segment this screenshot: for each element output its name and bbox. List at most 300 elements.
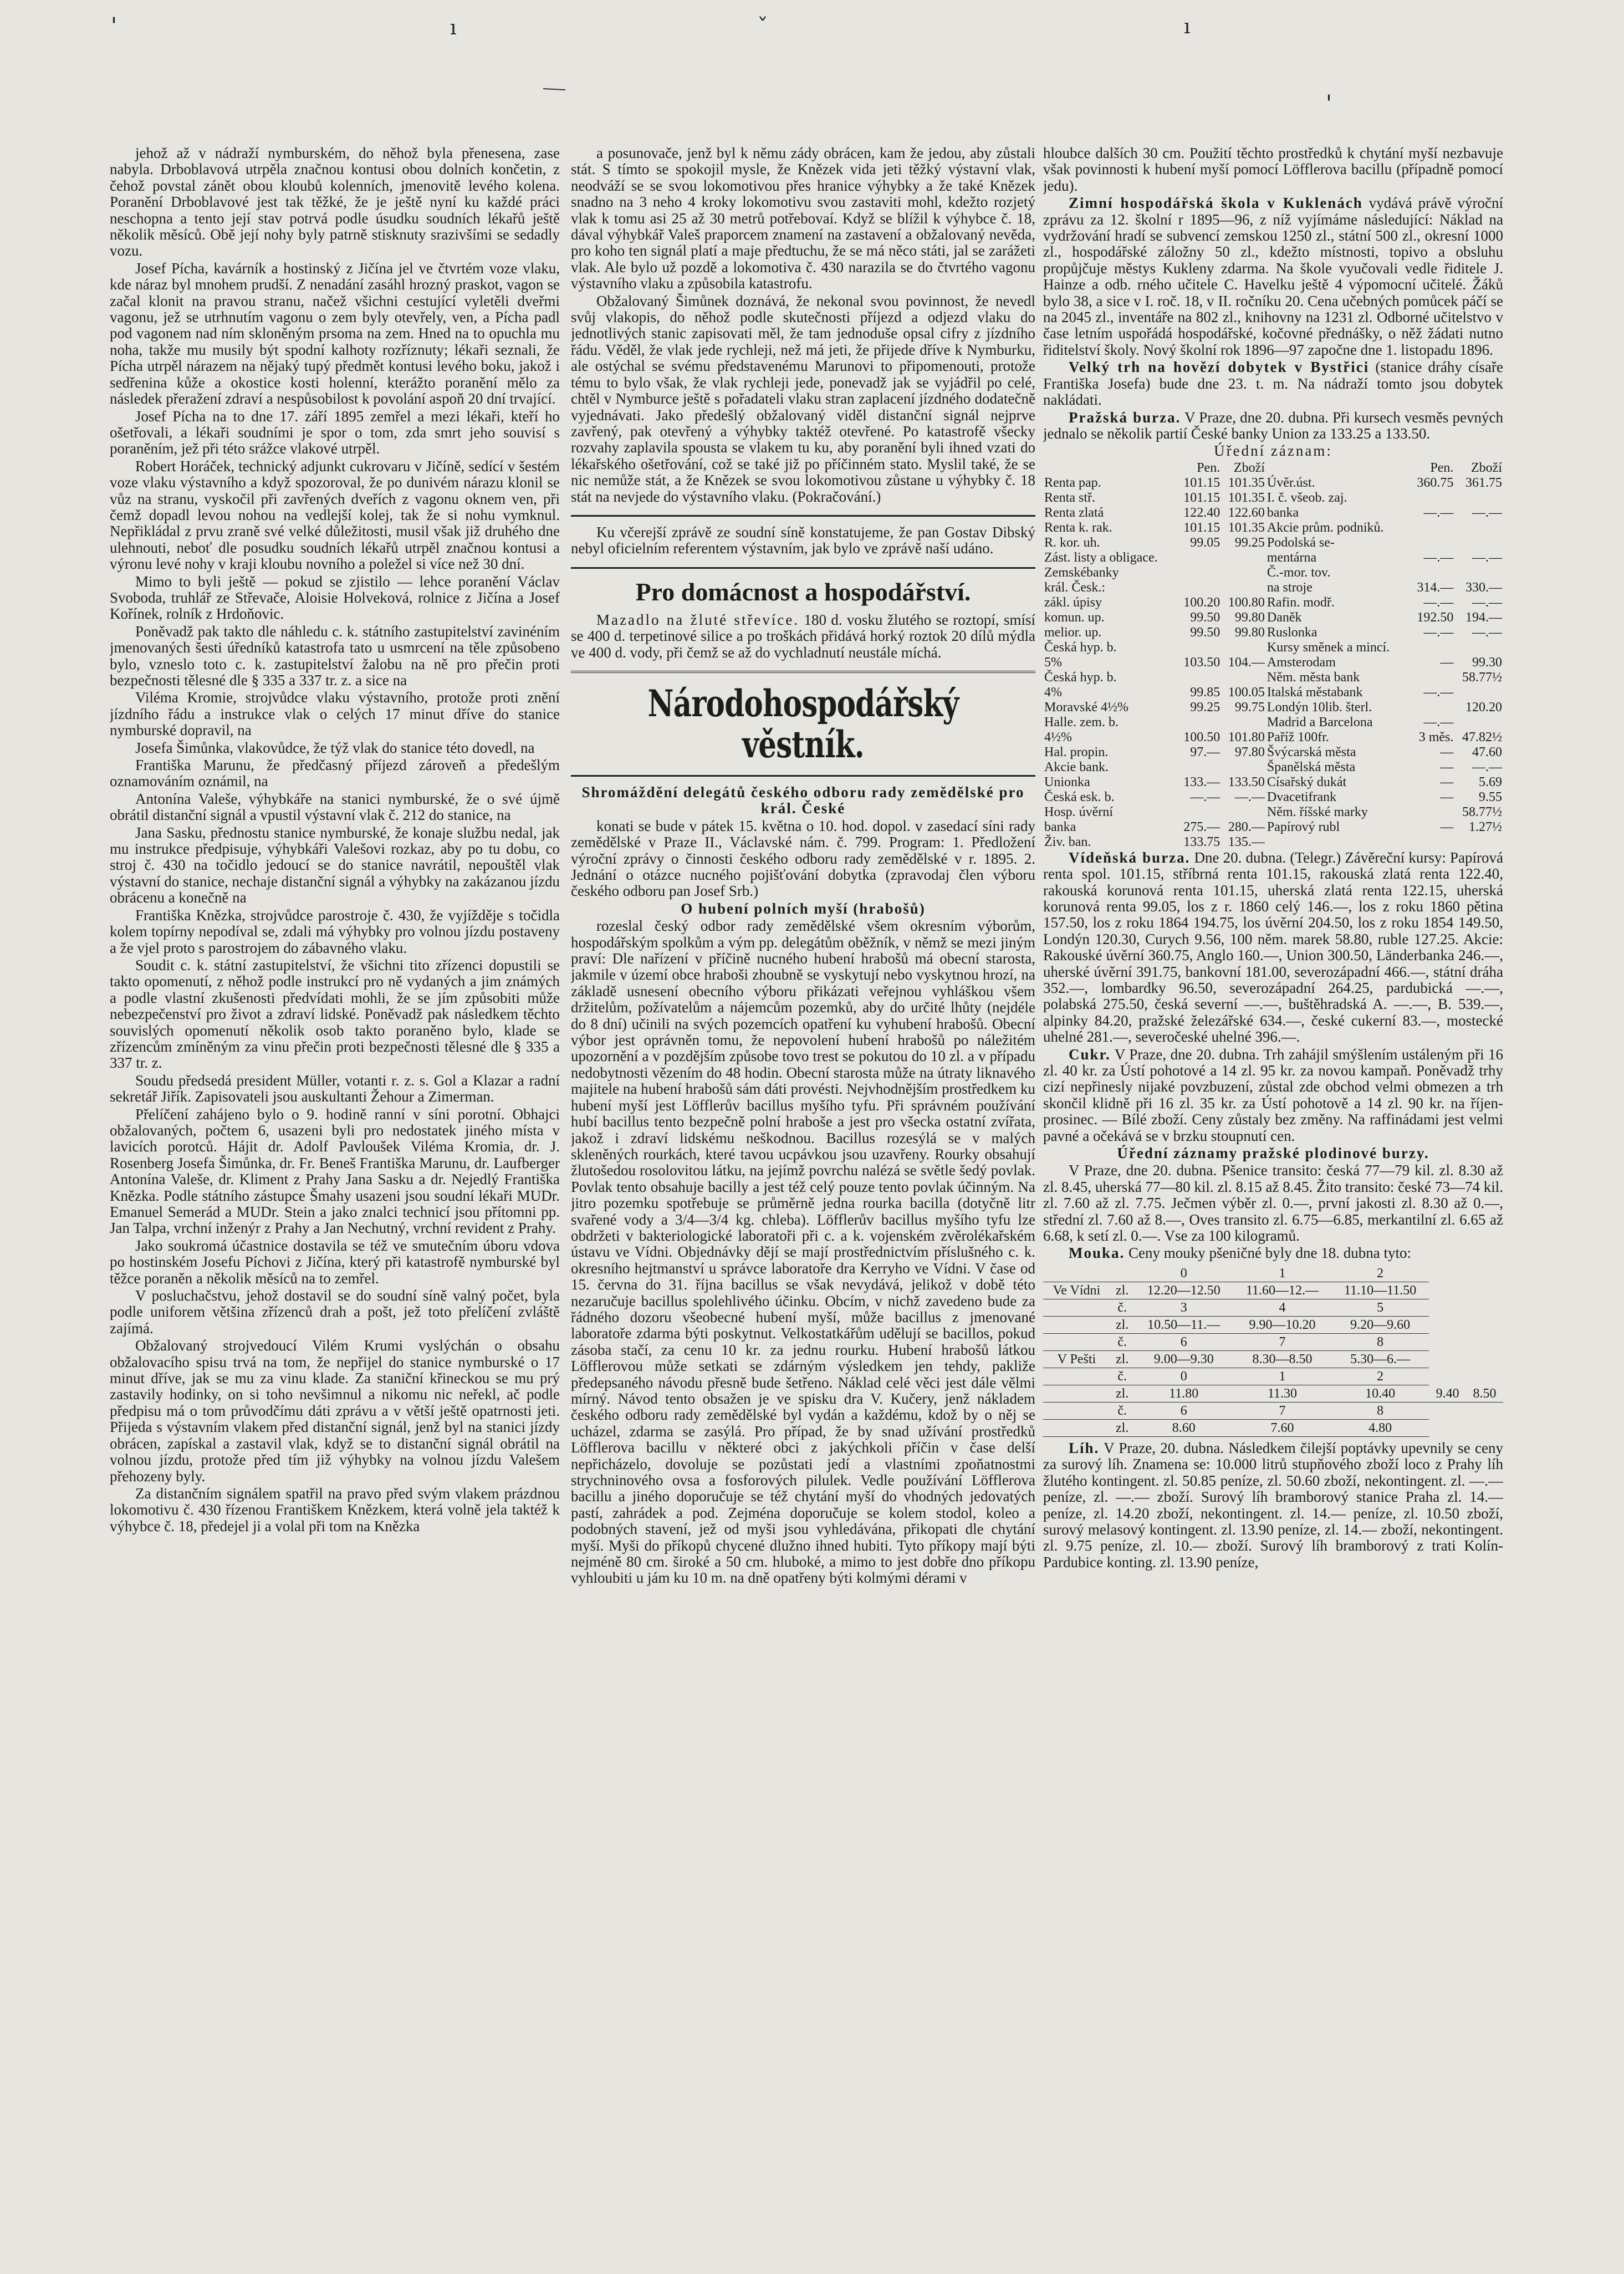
rates-cell: 361.75 (1465, 475, 1502, 490)
flour-cell (1043, 1402, 1110, 1419)
col3-intro: hloubce dalších 30 cm. Použití těchto prostředků k chytání myší nezbavuje však povinnosti k hubení myší pomocí Löfflerova bacillu (případně pomocí jedu). (1043, 145, 1503, 194)
rates-cell: Renta zlatá (1044, 505, 1104, 520)
rates-cell: král. Česk.: (1044, 580, 1105, 595)
paragraph: Viléma Kromie, strojvůdce vlaku výstavního, protože proti znění jízdního řádu a instrukce vlak o celých 17 minut dříve do stanice nymburské dopravil, na (110, 689, 560, 739)
flour-table (1043, 1265, 1503, 1437)
rates-cell: — (1440, 655, 1454, 670)
rates-cell: 5% (1044, 655, 1062, 670)
rates-cell: komun. up. (1044, 610, 1105, 625)
column-1 (110, 145, 560, 2241)
rates-cell: Česká esk. b. (1044, 789, 1115, 804)
paragraph: Josefa Šimůnka, vlakovůdce, že týž vlak do stanice této dovedl, na (135, 739, 535, 756)
rates-cell: 4% (1044, 685, 1062, 700)
flour-row (1043, 1368, 1503, 1385)
paragraph: Obžalovaný Šimůnek doznává, že nekonal svou povinnost, že nevedl svůj vlakopis, do něhož podle skutečnosti příjezd a odjezd vlaku do jednotlivých stanic zapisovati měl, že tam jednoduše opsal cifry z jízdního řádu. Věděl, že vlak jede rychleji, než má jeti, že přijede dříve k Nymburku, ale ostýchal se svému představenému Marunovi to připomenouti, protože tému to bylo však, že vlak rychleji jede, ponevadž jak se vyjádřil po celé, chtěl v Nymburce ještě s pořadateli vlaku stran zaplacení jízdného dodatečně vyjednávati. Jako předešlý obžalovaný viděl distanční signál nejprve zavřený, pak otevřený a výhybky taktéž otevřené. Po katastrofě všecky rozvahy zaplavila spousta se vlakem tu ku, aby poranění byli ihned vzati do lékařského ošetřování, což se také již po příčinném stato. Myslil také, že se nic nemůže stát, a že Knězek se svou lokomotivou zůstane u výhybky č. 18 stát na nevjede do výstavního vlaku. (Pokračování.) (571, 292, 1035, 505)
rates-cell: Švýcarská města (1266, 745, 1356, 759)
flour-cell: 7.60 (1233, 1419, 1331, 1436)
rates-cell: Hosp. úvěrní (1044, 804, 1113, 819)
rates-cell: mentárna (1266, 550, 1317, 565)
rates-cell: Daněk (1266, 610, 1302, 625)
flour-cell: 5 (1331, 1299, 1429, 1316)
rates-row (1043, 730, 1503, 745)
rates-cell: 101.15 (1183, 490, 1220, 505)
flour-cell (1043, 1385, 1110, 1402)
meeting-title: Shromáždění delegátů českého odboru rady zemědělské pro král. České (581, 783, 1025, 817)
notice-paragraph: Ku včerejší zprávě ze soudní síně konstatujeme, že pan Gostav Dibský nebyl oficielním referentem výstavním, jak bylo ve zprávě naší udáno. (571, 523, 1035, 557)
rates-cell (1454, 835, 1503, 850)
rates-header-cell: Zboží (1233, 460, 1265, 475)
rates-row (1043, 595, 1503, 610)
rates-cell: 133.75 (1183, 834, 1220, 849)
rates-row (1043, 715, 1503, 730)
divider-4 (571, 775, 1035, 777)
rates-cell: banka (1044, 819, 1076, 834)
flour-cell: 11.60—12.— (1233, 1282, 1331, 1299)
rates-cell (1221, 670, 1266, 685)
rates-cell: 99.80 (1234, 625, 1265, 640)
stray-mark (543, 89, 565, 90)
flour-cell: 10.50—11.— (1135, 1316, 1233, 1333)
rates-cell: Unionka (1044, 774, 1090, 789)
flour-header-cell: 0 (1135, 1265, 1233, 1282)
rates-row (1043, 491, 1503, 506)
fair-title: Velký trh na hovězí dobytek v Bystřici (1069, 359, 1370, 376)
rates-cell: — (1440, 789, 1454, 804)
rates-row (1043, 506, 1503, 521)
exchange-text: V Praze, dne 20. dubna. Při kursech vesměs pevných jednalo se několik partií České banky Union za 133.25 a 133.50. (1043, 409, 1503, 442)
rates-row (1043, 640, 1503, 655)
rates-cell: Moravské 4½% (1044, 700, 1128, 715)
rates-cell (1410, 491, 1455, 506)
rates-cell: Hal. propin. (1044, 745, 1109, 759)
flour-cell: 7 (1233, 1333, 1331, 1350)
rates-cell: —.— (1472, 550, 1502, 565)
rates-cell: na stroje (1266, 580, 1313, 595)
rates-cell (1454, 565, 1503, 580)
recipe-paragraph (571, 612, 1035, 661)
flour-cell: 11.30 (1233, 1385, 1331, 1402)
flour-cell: zl. (1110, 1419, 1135, 1436)
rates-cell: 101.35 (1228, 475, 1265, 490)
flour-cell: Ve Vídni (1043, 1282, 1110, 1299)
official-record-title: Úřední záznam: (1214, 442, 1332, 460)
rates-table (1043, 461, 1503, 850)
rates-cell: 122.60 (1228, 505, 1265, 520)
paragraph: jehož až v nádraží nymburském, do něhož byla přenesena, zase nabyla. Drboblavová utrpěla značnou kontusi obou dolních končetin, z čehož povstal zánět obou kloubů kolenních, jmenovitě levého kolena. Poranění Drboblavové jest tak těžké, že je ještě nyní ku každé práci neschopna a tento její stav potrvá podle úsudku soudních lékařů ještě několik měsíců. Obě její nohy byly patrně stisknuty srazivšími se sedadly vozu. (110, 145, 560, 259)
column-2 (571, 145, 1035, 2241)
rates-cell: —.— (1423, 625, 1454, 640)
rates-cell: zákl. úpisy (1044, 595, 1102, 610)
rates-cell: Renta stř. (1044, 490, 1095, 505)
rates-row (1043, 760, 1503, 775)
flour-cell: 2 (1331, 1368, 1429, 1385)
paragraph: rozeslal český odbor rady zemědělské všem okresním výborům, hospodářským spolkům a vým pp. delegátům oběžník, v němž se mezi jiným praví: Dle nařízení v příčině nucného hubení hrabošů má obecní starosta, jakmile v území obce hraboši zhoubně se vyskytují nebo vyskytnou hrozí, na základě usnesení obecního výboru přikázati veřejnou vyhláškou všem držitelům, požívatelům a nájemcům pozemků, aby do určité lhůty (nejdéle do 8 dní) učinili na svých pozemcích opatření ku vyhubení hrabošů. Obecní výbor jest oprávněn tomu, že nepovolení hubení hrabošů po náležitém upozornění a v pozdějším způsobe tovo trest se pokutou do 10 zl. a v případu nedobytnosti vězením do 48 hodin. Obecní starosta může na útraty liknavého majitele na hubení hrabošů sám dáti provésti. Nejvhodnějším prostředkem ku hubení myší jest Löfflerův bacillus myšího tyfu. Při správném používání hubí bacillus tento bezpečně polní hraboše a jest pro všecka ostatní zvířata, jakož i zdraví lidskému neškodnou. Bacillus rozesýlá se v malých skleněných rourkách, které tavou ucpávkou jsou uzavřeny. Rourky obsahují žlutošedou rosolovitou látku, na jejímž povrchu nalézá se světle šedý povlak. Povlak tento obsahuje bacilly a jest též celý pouze tento povlak účinným. Na jitro pozemku spotřebuje se průměrně jedna rourka bacilla (dotyčně litr svařené vody a 3/4—3/4 kg. chleba). Löfflerův bacillus myšího tyfu lze obdržeti v bakteriologické laboratoři při c. a k. vojenském zvěrolékařském ústavu ve Vídni. Objednávky dějí se mají prostřednictvím příslušného c. k. okresního hejtmanství u správce laboratoře dra Kerryho ve Vídni. V čase od 15. června do 31. října bacillus se však nevydává, jelikož v době této nezaručuje bacillus spolehlivého účinku. Obcím, v nichž zavedeno bude za řádného dozoru všeobecné hubení myší, může bacillus z jmenované laboratoře zdarma býti poskytnut. Velkostatkářům udělují se bacillos, pokud zásoba stačí, za cenu 10 kr. za jednu rourku. Hubení hrabošů látkou Löfflerovou může setkati se zdárným výsledkem jen tehdy, pakliže předepsaného návodu přesně bude šetřeno. Náklad celé věci jest dále vělmi mírný. Návod tento obsažen je ve spisku dra V. Kučery, jenž nákladem českého odboru rady zemědělské byl vydán a každému, kdož by o něj se ucházel, zdarma se zasýlá. Pro případ, že by snad užívání prostředků Löfflerova bacillu v některé obci z jakýchkoli příčin v čase delší nepřicházelo, dovoluje se pozůstati jedí a vlastními zpoňatnostmi strychninového ovsa a fosforových pilulek. Vedle používání Löfflerova bacillu a jiného doporučuje se též chytání myší do vhodných jedovatých pastí, zahrádek a pod. Zejména doporučuje se kolem stodol, koleo a podobných stavení, jež od myši jsou vyhledávána, přikopati dle chytání myší. Myši do příkopů chycené dlužno ihned hubiti. Tyto příkopy mají býti nejméně 80 cm. široké a 50 cm. hluboké, a mimo to jest dobře dno příkopu vyhloubiti u jám ku 10 m. na dně opatřeny býti kolmými dérami v (571, 917, 1035, 1587)
rates-cell: — (1440, 759, 1454, 774)
sugar-article (1043, 1047, 1503, 1144)
rates-cell: melior. up. (1044, 625, 1102, 640)
fair-article (1043, 359, 1503, 408)
rates-cell: 97.80 (1234, 745, 1265, 759)
rates-cell (1177, 805, 1222, 820)
rates-cell: 99.50 (1190, 625, 1220, 640)
rates-cell: 99.75 (1234, 700, 1265, 715)
flour-title: Mouka. (1069, 1245, 1125, 1262)
paragraph: Františka Marunu, že předčasný příjezd zároveň a předešlým oznamováním oznámil, na (110, 757, 560, 790)
rates-cell: Č.-mor. tov. (1266, 565, 1331, 580)
divider-2 (571, 567, 1035, 569)
flour-cell: č. (1110, 1299, 1135, 1316)
flour-row (1043, 1350, 1503, 1368)
rates-cell (1410, 536, 1455, 550)
rates-cell: Renta k. rak. (1044, 520, 1112, 535)
meeting-text: konati se bude v pátek 15. května o 10. hod. dopol. v zasedací síni rady zemědělské v Praze II., Václavské nám. č. 799. Program: 1. Předložení výroční zprávy o činnosti českého odboru rady zemědělské v r. 1895. 2. Jednání o otázce nucného pojišťování dobytka (zpravodaj člen výboru českého odboru pan Josef Srb.) (571, 817, 1035, 900)
flour-header-cell (1110, 1265, 1135, 1282)
rates-cell: Zemskébanky (1044, 565, 1119, 580)
rates-cell (1177, 640, 1222, 655)
sugar-text: V Praze, dne 20. dubna. Trh zahájil smýšlením ustáleným při 16 zl. 40 kr. za Ústí pohotové a 14 zl. 95 kr. za novou kampaň. Poněvadž trhy cizí nepřinesly nijaké povzbuzení, zůstal zde obchod velmi obmezen a trh skončil klidně při 16 zl. 35 kr. za Ústí pohotově a 14 zl. 90 kr. na říjen-prosinec. — Bílé zboží. Ceny zůstaly bez změny. Na raffinádami jest velmi pavné a očekává se v brzku stoupnutí cen. (1043, 1046, 1503, 1144)
rates-cell: Zást. listy a obligace. (1044, 550, 1158, 565)
rates-body (1043, 476, 1503, 850)
rates-cell: Amsterodam (1266, 655, 1336, 670)
rates-row (1043, 521, 1503, 536)
mice-title: O hubení polních myší (hrabošů) (681, 900, 926, 917)
flour-header-cell (1043, 1265, 1110, 1282)
rates-cell (1454, 685, 1503, 700)
flour-cell: 4 (1233, 1299, 1331, 1316)
rates-row (1043, 745, 1503, 760)
rates-cell (1177, 565, 1222, 580)
rates-cell: —.— (1423, 595, 1454, 610)
grain-text: V Praze, dne 20. dubna. Pšenice transito: česká 77—79 kil. zl. 8.30 až zl. 8.45, uherská 77—80 kil. zl. 8.15 až 8.45. Žito transito: české 73—74 kil. zl. 7.60 až zl. 7.75. Ječmen výběr zl. 0.—, první jakosti zl. 8.30 až 0.—, střední zl. 7.60 až 8.—, Oves transito zl. 6.75—6.85, merkantilní zl. 6.65 až 6.68, k setí zl. 0.—. Vse za 100 kilogramů. (1043, 1162, 1503, 1245)
rates-row (1043, 685, 1503, 700)
rates-cell (1454, 715, 1503, 730)
flour-cell: 11.10—11.50 (1331, 1282, 1429, 1299)
paragraph: Robert Horáček, technický adjunkt cukrovaru v Jičíně, sedící v šestém voze vlaku výstavního a když spozoroval, že po dunivém nárazu klonil se vůz na stranu, vyskočil při zavřených dveřích z vagonu oknem ven, při čemž dopadl levou nohou na vedlejší kolej, tak že si nohu vymknul. Nepřikládal z prvu zraně své velké důležitosti, musil však již druhého dne ulehnouti, neboť dle posudku soudních lékařů utrpěl značnou kontusi a výronu levé nohy v kraji kloubu novního a poležel si více než 30 dní. (110, 457, 560, 573)
flour-cell: 10.40 (1331, 1385, 1429, 1402)
rates-row (1043, 610, 1503, 625)
rates-cell: — (1440, 819, 1454, 834)
rates-cell: —.— (1472, 759, 1502, 774)
rates-cell: 135.— (1228, 834, 1265, 849)
flour-text: Ceny mouky pšeničné byly dne 18. dubna tyto: (1128, 1245, 1411, 1262)
flour-header-row (1043, 1265, 1503, 1282)
rates-header-cell: Pen. (1430, 460, 1454, 475)
rates-cell: 360.75 (1417, 475, 1454, 490)
paragraph: Jana Sasku, přednostu stanice nymburské, že konaje službu nedal, jak mu instrukce předpisuje, výhybkáři Valešovi rozkaz, aby po tu dobu, co stroj č. 430 na točidlo jedoucí se do stanice navrátil, nepouštěl vlak výstavní do stanice, nechaje distanční signál a výhybky na zakázanou jízdu obrácenu a konečně na (110, 824, 560, 906)
rates-cell: 133.— (1183, 774, 1220, 789)
flour-cell: zl. (1110, 1385, 1135, 1402)
flour-cell: zl. (1110, 1316, 1135, 1333)
flour-cell: 8.60 (1135, 1419, 1233, 1436)
rates-cell (1221, 760, 1266, 775)
rates-cell: Renta pap. (1044, 475, 1101, 490)
flour-article (1043, 1245, 1503, 1261)
flour-cell: č. (1110, 1402, 1135, 1419)
rates-cell (1454, 521, 1503, 536)
mark-2: ı (450, 17, 457, 39)
flour-row (1043, 1419, 1503, 1436)
rates-cell: Úvěr.úst. (1266, 475, 1315, 490)
rates-cell: 101.15 (1183, 475, 1220, 490)
rates-cell: Papírový rubl (1266, 819, 1340, 834)
flour-row (1043, 1282, 1503, 1299)
rates-cell: Akcie prům. podniků. (1266, 520, 1384, 535)
divider-1 (571, 515, 1035, 517)
flour-cell (1043, 1419, 1110, 1436)
flour-cell: 8.50 (1466, 1385, 1503, 1402)
vienna-article (1043, 850, 1503, 1046)
rates-cell (1221, 565, 1266, 580)
flour-cell: č. (1110, 1333, 1135, 1350)
paragraph: Františka Knězka, strojvůdce parostroje č. 430, že vyjížděje s točidla kolem topírny nepodíval se, zdali má výhybky pro volnou jízdu postaveny a že vjel proto s parostrojem do zábavného vlaku. (110, 906, 560, 956)
rates-row (1043, 835, 1503, 850)
rates-cell: 100.20 (1183, 595, 1220, 610)
school-text: vydává právě výroční zprávu za 12. školní r 1895—96, z níž vyjímáme následující: Náklad na vydržování hradí se subvencí zemskou 1250 zl., státní 500 zl., okresní 1000 zl., hospodářské záložny 50 zl., kdežto místnosti, topivo a obsluhu propůjčuje městys Kukleny zdarma. Na škole vyučovali vedle řiditele J. Hainze a odb. rného učitele C. Havelku ještě 4 výpomocní učitelé. Žáků bylo 38, a sice v I. roč. 18, v II. ročníku 20. Cena učebných pomůcek páčí se na 2045 zl., inventáře na 802 zl., knihovny na 1231 zl. Odborné učitelstvo v čase letním uspořádá hospodářské, kočovné přednášky, o něž žádati nutno řiditelství školy. Nový školní rok 1896—97 započne dne 1. listopadu 1896. (1043, 195, 1503, 358)
rates-cell: Paříž 100fr. (1266, 730, 1329, 745)
rates-cell: Londýn 10lib. šterl. (1266, 700, 1372, 715)
flour-row (1043, 1385, 1503, 1402)
rates-cell: —.— (1423, 715, 1454, 730)
rates-cell: —.— (1472, 625, 1502, 640)
flour-cell: 9.20—9.60 (1331, 1316, 1429, 1333)
paragraph: V posluchačstvu, jehož dostavil se do soudní síně valný počet, byla podle uniforem většina zřízenců drah a pošt, jež toto přelíčení zvláště zajímá. (110, 1287, 560, 1337)
rates-cell (1177, 580, 1222, 595)
flour-row (1043, 1316, 1503, 1333)
rates-cell: 100.05 (1228, 685, 1265, 700)
rates-cell: 103.50 (1183, 655, 1220, 670)
rates-cell (1177, 550, 1222, 565)
rates-header-row (1043, 461, 1503, 476)
rates-cell: 99.25 (1234, 535, 1265, 550)
rates-cell (1410, 521, 1455, 536)
rates-row (1043, 655, 1503, 670)
fair-text: (stanice dráhy císaře Františka Josefa) bude dne 23. t. m. Na nádraží tomto jsou dobytek nakládati. (1043, 359, 1503, 409)
rates-cell: 99.80 (1234, 610, 1265, 625)
rates-cell: banka (1266, 505, 1299, 520)
rates-cell: Kursy směnek a mincí. (1266, 640, 1390, 655)
rates-cell (1221, 640, 1266, 655)
column-3 (1043, 145, 1503, 2241)
rates-cell (1221, 715, 1266, 730)
flour-row (1043, 1333, 1503, 1350)
rates-cell: 4½% (1044, 730, 1072, 745)
flour-cell: 11.80 (1135, 1385, 1233, 1402)
divider-3 (571, 671, 1035, 673)
flour-cell: 4.80 (1331, 1419, 1429, 1436)
rates-cell: 9.55 (1479, 789, 1502, 804)
rates-cell (1221, 580, 1266, 595)
rates-cell: 101.35 (1228, 520, 1265, 535)
rates-cell: Italská městabank (1266, 685, 1363, 700)
rates-cell: 99.25 (1190, 700, 1220, 715)
flour-cell: 8 (1331, 1402, 1429, 1419)
flour-cell: 9.00—9.30 (1135, 1350, 1233, 1368)
rates-row (1043, 580, 1503, 595)
rates-cell: —.— (1472, 505, 1502, 520)
rates-cell: Česká hyp. b. (1044, 640, 1117, 655)
rates-cell: 194.— (1465, 610, 1502, 625)
paragraph: Za distančním signálem spatřil na pravo před svým vlakem prázdnou lokomotivu č. 430 řízenou Františkem Knězkem, která volně jela taktéž k výhybce č. 18, předejel ji a volal při tom na Knězka (110, 1485, 560, 1534)
flour-cell: 8 (1331, 1333, 1429, 1350)
flour-cell: 6 (1135, 1402, 1233, 1419)
rates-cell: 314.— (1417, 580, 1454, 595)
paragraph: Josef Pícha na to dne 17. září 1895 zemřel a mezi lékaři, kteří ho ošetřovali, a lékaři soudními je spor o tom, zda smrt jeho souvisí s poraněním, jež při této srážce vlakové utrpěl. (110, 407, 560, 457)
exchange-article (1043, 410, 1503, 442)
flour-cell: 5.30—6.— (1331, 1350, 1429, 1368)
rates-header-cell (1266, 461, 1410, 476)
rates-cell: Něm. města bank (1266, 670, 1360, 685)
school-article (1043, 195, 1503, 358)
rates-cell: 99.05 (1190, 535, 1220, 550)
rates-cell: 280.— (1228, 819, 1265, 834)
rates-cell: 122.40 (1183, 505, 1220, 520)
spirit-text: V Praze, 20. dubna. Následkem čilejší poptávky upevnily se ceny za surový líh. Znamena se: 10.000 litrů stupňového zboží loco z Prahy líh žlutého kontingent. zl. 50.85 peníze, zl. 50.60 zboží, nekontingent. zl. —.— peníze, zl. —.— zboží. Surový líh bramborový stanice Praha zl. 14.— peníze, zl. 14.20 zboží, nekontingent. zl. 14.— peníze, zl. 10.50 zboží, surový melasový kontingent. zl. 13.90 peníze, zl. 14.— zboží, nekontingent. zl. 9.75 peníze, zl. 10.— zboží. Surový líh bramborový z trati Kolín-Pardubice konting. zl. 13.90 peníze, (1043, 1439, 1503, 1571)
rates-row (1043, 775, 1503, 790)
rates-cell: 3 měs. (1418, 730, 1454, 745)
rates-cell: —.— (1234, 789, 1265, 804)
rates-cell: 97.— (1190, 745, 1220, 759)
flour-cell: 12.20—12.50 (1135, 1282, 1233, 1299)
flour-cell: č. (1110, 1368, 1135, 1385)
paragraph: Antonína Valeše, výhybkáře na stanici nymburské, že o své újmě obrátil distanční signál a vpustil výstavní vlak č. 212 do stanice, na (110, 790, 560, 824)
rates-cell (1410, 640, 1455, 655)
rates-row (1043, 536, 1503, 550)
paragraph: a posunovače, jenž byl k němu zády obrácen, kam že jedou, aby zůstali stát. S tímto se spokojil mysle, že Knězek vida jeti těžký výstavní vlak, neodváží se se svou lokomotivou přes hranice výhybky a že také Knězek snadno na 3 neho 4 kroky lokomotivu svou zastaviti mohl, kdežto rozjetý vlak k tomu asi 25 až 30 metrů potřebovaí. Když se blížil k výhybce č. 18, dával výhybkář Valeš praporcem znamení na zastavení a obžalovaný nevěda, pro koho ten signál platí a maje předtuchu, že se má něco státi, jal se zarážeti vlak. Ale bylo už pozdě a lokomotiva č. 430 narazila se do čtvrtého vagonu výstavního vlaku a způsobila katastrofu. (571, 145, 1035, 292)
rates-cell (1410, 805, 1455, 820)
flour-cell: zl. (1110, 1350, 1135, 1368)
rates-cell: —.— (1423, 505, 1454, 520)
rates-row (1043, 550, 1503, 565)
column-1-body (110, 145, 560, 1534)
rates-row (1043, 805, 1503, 820)
rates-cell: 99.50 (1190, 610, 1220, 625)
rates-cell (1454, 640, 1503, 655)
flour-cell: 0 (1135, 1368, 1233, 1385)
rates-cell: 192.50 (1417, 610, 1454, 625)
mark-4: ı (1184, 16, 1191, 38)
paragraph: Mimo to byli ještě — pokud se zjistilo — lehce poranění Václav Svoboda, truhlář ze Střevače, Aloisie Holveková, rolnice z Jičína a Josef Kořínek, rolník z Hrdoňovic. (110, 573, 560, 623)
rates-cell: Madrid a Barcelona (1266, 715, 1373, 730)
rates-cell: I. č. všeob. zaj. (1266, 490, 1347, 505)
rates-cell (1177, 760, 1222, 775)
paragraph: Přelíčení zahájeno bylo o 9. hodině ranní v síni porotní. Obhajci obžalovaných, počtem 6, usazeni byli pro nedostatek jiného místa v lavicích porotců. Hájit dr. Adolf Pavloušek Viléma Kromia, dr. J. Rosenberg Josefa Šimůnka, dr. Fr. Beneš Františka Marunu, dr. Laufberger Antonína Valeše, dr. Kliment z Prahy Jana Sasku a dr. Nejedlý Františka Knězka. Podle státního zástupce Šmahy usazeni jsou soudní lékaři MUDr. Emanuel Semerád a MUDr. Stein a jako znalci technicí jsou přítomni pp. Jan Talpa, vrchní inženýr z Prahy a Jan Nechutný, vrchní revident z Prahy. (110, 1105, 560, 1237)
recipe-text: 180 d. vosku žlutého se roztopí, smísí se 400 d. terpetinové silice a po troškách přidává horký roztok 20 dílů mýdla ve 400 d. vody, při čemž se až do vychladnutí neustále míchá. (571, 611, 1035, 661)
rates-cell: Dvacetifrank (1266, 789, 1337, 804)
flour-cell: 3 (1135, 1299, 1233, 1316)
flour-header-cell: 1 (1233, 1265, 1331, 1282)
rates-cell: 275.— (1183, 819, 1220, 834)
rates-cell: 104.— (1228, 655, 1265, 670)
paragraph: Obžalovaný strojvedoucí Vilém Krumi vyslýchán o obsahu obžalovacího spisu trvá na tom, že nepřijel do stanice nymburské o 17 minut dříve, jak se mu za vinu klade. Za staniční křineckou se mu prý zastavily hodinky, on si toho nevšimnul a nikomu nic neřekl, ač podle předpisu má o tom průvodčímu dáti zprávu a v větší ještě opatrnosti jeti. Přijeda s výstavním vlakem před distanční signál, jenž byl na stanici jízdy obrácen, zapískal a zastavil vlak, když se to distanční signál obrátil na volnou jízdu, protože před tím již výhybky na volnou jízdu Valešem přehozeny byly. (110, 1337, 560, 1485)
rates-cell: 58.77½ (1462, 670, 1502, 685)
rates-cell: 5.69 (1479, 774, 1502, 789)
paragraph: Soudu předsedá president Müller, votanti r. z. s. Gol a Klazar a radní sekretář Jiřík. Zapisovateli jsou auskultanti Žehour a Zimerman. (110, 1072, 560, 1105)
rates-cell: Něm. říšské marky (1266, 804, 1368, 819)
spirit-article (1043, 1440, 1503, 1571)
section-title-economic: Národohospodářský věstník. (647, 681, 959, 766)
paragraph: Josef Pícha, kavárník a hostinský z Jičína jel ve čtvrtém voze vlaku, kde náraz byl mnohem prudší. Z nenadání zasáhl hrozný praskot, vagon se začal klonit na pravou stranu, načež všichni cestující vyletěli dveřmi vagonu, jež se utrhnutím vagonu o zem byly otevřely, ven, a Pícha padl pod vagonem nad ním skloněným prsoma na zem. Hned na to opuchla mu noha, takže mu musily být spodní kalhoty rozříznuty; lékaři seznali, že Pícha utrpěl nárazem na nějaký tupý předmět kontusi levého boku, jakož i sedřenina kůže a okostice kosti holenní, kterážto poranění mělo za následek přeražení zdraví a nespůsobilost k povolání aspoň 20 dní trvající. (110, 259, 560, 407)
paragraph: Jako soukromá účastnice dostavila se též ve smutečním úboru vdova po hostinském Josefu Píchovi z Jičína, který při katastrofě nymburské byl těžce poraněn a několik měsíců na to zemřel. (110, 1237, 560, 1287)
flour-cell: 9.90—10.20 (1233, 1316, 1331, 1333)
rates-row (1043, 476, 1503, 491)
spirit-title: Líh. (1069, 1439, 1100, 1456)
flour-cell: 9.40 (1429, 1385, 1466, 1402)
rates-cell: 47.82½ (1462, 730, 1502, 745)
flour-body (1043, 1282, 1503, 1436)
flour-cell: 8.30—8.50 (1233, 1350, 1331, 1368)
grain-title: Úřední záznamy pražské plodinové burzy. (1117, 1145, 1429, 1162)
rates-cell (1454, 491, 1503, 506)
rates-cell: 1.27½ (1469, 819, 1502, 834)
mark-5: ' (1326, 91, 1332, 111)
trial-continuation (571, 145, 1035, 505)
rates-header-cell (1043, 461, 1177, 476)
rates-cell: 120.20 (1465, 700, 1502, 715)
mark-1: ' (111, 13, 117, 39)
flour-cell (1043, 1299, 1110, 1316)
rates-cell: Podolská se- (1266, 535, 1335, 550)
recipe-title: Mazadlo na žluté střevíce. (596, 611, 800, 628)
flour-cell (1043, 1333, 1110, 1350)
rates-cell: Ruslonka (1266, 625, 1317, 640)
rates-cell: Česká hyp. b. (1044, 670, 1117, 685)
rates-cell: 99.30 (1472, 655, 1502, 670)
flour-cell: 7 (1233, 1402, 1331, 1419)
flour-row (1043, 1402, 1503, 1419)
page-top-marks (0, 0, 1624, 111)
exchange-title: Pražská burza. (1069, 409, 1181, 426)
rates-row (1043, 565, 1503, 580)
rates-cell (1410, 835, 1455, 850)
paragraph: Soudit c. k. státní zastupitelství, že všichni tito zřízenci dopustili se takto opomenutí, z něhož podle instrukcí pro ně vydaných a jim známých a podle vlastní zkušenosti předvídati mohli, že se jím způsobiti může nebezpečenství pro život a zdraví lidské. Poněvadž pak následkem těchto souvislých opomenutí několik osob takto poraněno bylo, klade se zřízencům zmíněným za vinu přečin proti bezpečnosti tělesné dle § 335 a 337 tr. z. (110, 956, 560, 1072)
rates-cell: 330.— (1465, 580, 1502, 595)
rates-cell (1266, 835, 1410, 850)
rates-cell: 58.77½ (1462, 804, 1502, 819)
rates-row (1043, 700, 1503, 715)
vienna-text: Dne 20. dubna. (Telegr.) Závěreční kursy: Papírová renta spol. 101.15, stříbrná renta 101.15, rakouská zlatá renta 122.40, rakouská korunová renta 101.15, uherská zlatá renta 122.15, uherská korunová renta 99.05, los z r. 1860 celý 146.—, los z roku 1860 pětina 157.50, los z roku 1864 194.75, los úvěrní 204.50, los z roku 1854 149.50, Londýn 120.30, Curych 9.56, 100 něm. marek 58.80, ruble 127.25. Akcie: Rakouské úvěrní 360.75, Anglo 160.—, Union 300.50, Länderbanka 246.—, uherské úvěrní 391.75, bankovní 181.00, severozápadní 466.—, státní dráha 352.—, lombardky 96.50, severozápadní 264.25, pardubická —.—, polabská 275.50, česká severní —.—, buštěhradská A. —.—, B. 539.—, alpinky 84.20, pražské železářské 634.—, české cukerní 83.—, mostecké uhelné 281.—, severočeské uhelné 396.—. (1043, 849, 1503, 1046)
rates-cell (1177, 715, 1222, 730)
rates-row (1043, 625, 1503, 640)
flour-row (1043, 1299, 1503, 1316)
rates-cell: —.— (1472, 595, 1502, 610)
rates-header-cell: Pen. (1197, 460, 1220, 475)
rates-cell (1177, 670, 1222, 685)
rates-cell: Španělská města (1266, 759, 1356, 774)
mice-article (571, 918, 1035, 1587)
rates-cell: Císařský dukát (1266, 774, 1347, 789)
flour-cell: 1 (1233, 1368, 1331, 1385)
rates-cell: Živ. ban. (1044, 834, 1091, 849)
rates-cell: —.— (1423, 550, 1454, 565)
rates-cell: 47.60 (1472, 745, 1502, 759)
rates-cell: 101.15 (1183, 520, 1220, 535)
rates-cell: —.— (1423, 685, 1454, 700)
rates-cell: R. kor. uh. (1044, 535, 1100, 550)
paragraph: Poněvadž pak takto dle náhledu c. k. státního zastupitelství zavinéním jmenovaných šesti úředníků katastrofa tato u usmrcení na těle způsobeno bylo, vzneslo toto c. k. zastupitelství žalobu na ně pro přečin proti bezpečnosti tělesné dle § 335 a 337 tr. z. a sice na (110, 623, 560, 689)
section-title-household: Pro domácnost a hospodářství. (635, 577, 971, 606)
rates-cell: 101.80 (1228, 730, 1265, 745)
rates-cell: 100.80 (1228, 595, 1265, 610)
school-title: Zimní hospodářská škola v Kuklenách (1069, 195, 1363, 212)
rates-cell (1454, 536, 1503, 550)
flour-cell (1043, 1316, 1110, 1333)
rates-cell: 133.50 (1228, 774, 1265, 789)
flour-cell: zl. (1110, 1282, 1135, 1299)
sugar-title: Cukr. (1069, 1046, 1111, 1063)
rates-cell (1410, 565, 1455, 580)
rates-row (1043, 670, 1503, 685)
flour-cell: 6 (1135, 1333, 1233, 1350)
